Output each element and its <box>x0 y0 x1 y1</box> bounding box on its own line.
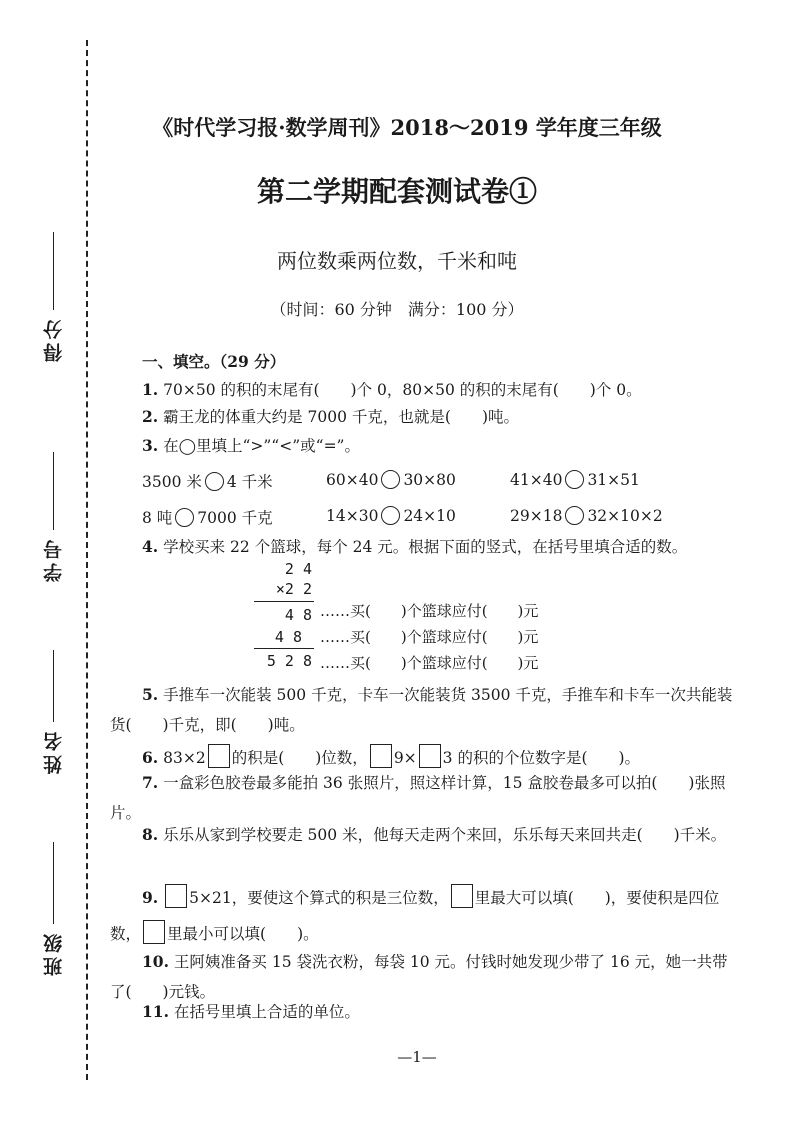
digit-box[interactable] <box>370 744 392 768</box>
score-label: 得分 <box>42 316 65 362</box>
digit-box[interactable] <box>451 884 473 908</box>
question-7: 7. 一盒彩色胶卷最多能拍 36 张照片，照这样计算，15 盒胶卷最多可以拍( )张照片。 <box>110 773 726 822</box>
rule-line <box>254 601 314 602</box>
student-id-blank <box>53 452 54 530</box>
question-5: 5. 手推车一次能装 500 千克，卡车一次能装货 3500 千克，手推车和卡车一次共能装货( )千克，即( )吨。 <box>110 685 733 734</box>
question-number: 7. <box>142 773 159 792</box>
question-8: 8. 乐乐从家到学校要走 500 米，他每天走两个来回，乐乐每天来回共走( )千米。 <box>142 825 727 844</box>
digit-box[interactable] <box>165 884 187 908</box>
question-number: 8. <box>142 825 159 844</box>
compare-circle[interactable] <box>381 506 400 525</box>
multiplicand: 2 4 <box>284 560 312 578</box>
question-6: 6. 83×2 的积是( )位数， 9× 3 的积的个位数字是( )。 <box>142 744 640 768</box>
answer-note-2[interactable]: ……买( )个篮球应付( )元 <box>320 628 539 646</box>
question-number: 2. <box>142 407 159 426</box>
question-number: 11. <box>142 1002 169 1021</box>
page-number: —1— <box>397 1048 437 1066</box>
question-4: 4. 学校买来 22 个篮球，每个 24 元。根据下面的竖式，在括号里填合适的数。 <box>142 537 688 556</box>
compare-item: 3500 米 4 千米 <box>142 473 273 491</box>
question-11: 11. 在括号里填上合适的单位。 <box>142 1002 360 1021</box>
class-field <box>18 842 88 976</box>
product: 5 2 8 <box>266 652 312 670</box>
question-2: 2. 霸王龙的体重大约是 7000 千克，也就是( )吨。 <box>142 407 520 426</box>
multiplier: ×2 2 <box>275 580 312 598</box>
answer-note-3[interactable]: ……买( )个篮球应付( )元 <box>320 654 539 672</box>
digit-box[interactable] <box>419 744 441 768</box>
student-id-label: 学号 <box>42 536 65 582</box>
digit-box[interactable] <box>208 744 230 768</box>
question-number: 6. <box>142 748 159 767</box>
compare-item: 60×40 30×80 <box>326 471 456 489</box>
compare-circle[interactable] <box>565 506 584 525</box>
question-number: 3. <box>142 436 159 455</box>
class-label: 班级 <box>42 930 65 976</box>
question-9: 9. 5×21，要使这个算式的积是三位数， 里最大可以填( )，要使积是四位数， 里最小可以填( )。 <box>110 880 735 952</box>
question-number: 1. <box>142 380 159 399</box>
compare-item: 8 吨 7000 千克 <box>142 509 273 527</box>
name-blank <box>53 650 54 722</box>
header-line1: 《时代学习报·数学周刊》2018～2019 学年度三年级 <box>152 115 662 140</box>
question-number: 9. <box>142 888 159 907</box>
question-10: 10. 王阿姨准备买 15 袋洗衣粉，每袋 10 元。付钱时她发现少带了 16 元，她一共带了( )元钱。 <box>110 952 728 1001</box>
compare-circle[interactable] <box>205 472 224 491</box>
class-blank <box>53 842 54 924</box>
partial-product-1: 4 8 <box>284 606 312 624</box>
compare-item: 29×18 32×10×2 <box>510 507 663 525</box>
vertical-multiplication <box>250 556 590 676</box>
compare-item: 14×30 24×10 <box>326 507 456 525</box>
section-title: 一、填空。（29 分） <box>142 352 286 371</box>
student-id-field <box>18 452 88 582</box>
name-field <box>18 650 88 774</box>
answer-note-1[interactable]: ……买( )个篮球应付( )元 <box>320 602 539 620</box>
question-number: 5. <box>142 685 159 704</box>
digit-box[interactable] <box>143 920 165 944</box>
page-title: 第二学期配套测试卷① <box>256 175 537 208</box>
rule-line <box>254 648 314 649</box>
time-info: （时间：60 分钟 满分：100 分） <box>270 300 524 319</box>
question-3: 3. 在◯里填上“>”“<”或“=”。 <box>142 436 360 455</box>
compare-item: 41×40 31×51 <box>510 471 640 489</box>
partial-product-2: 4 8 <box>274 628 302 646</box>
question-number: 4. <box>142 537 159 556</box>
question-1: 1. 70×50 的积的末尾有( )个 0，80×50 的积的末尾有( )个 0。 <box>142 380 642 399</box>
compare-circle[interactable] <box>175 508 194 527</box>
name-label: 姓名 <box>42 728 65 774</box>
compare-circle[interactable] <box>381 470 400 489</box>
subtitle: 两位数乘两位数，千米和吨 <box>277 249 517 273</box>
compare-circle[interactable] <box>565 470 584 489</box>
question-number: 10. <box>142 952 169 971</box>
